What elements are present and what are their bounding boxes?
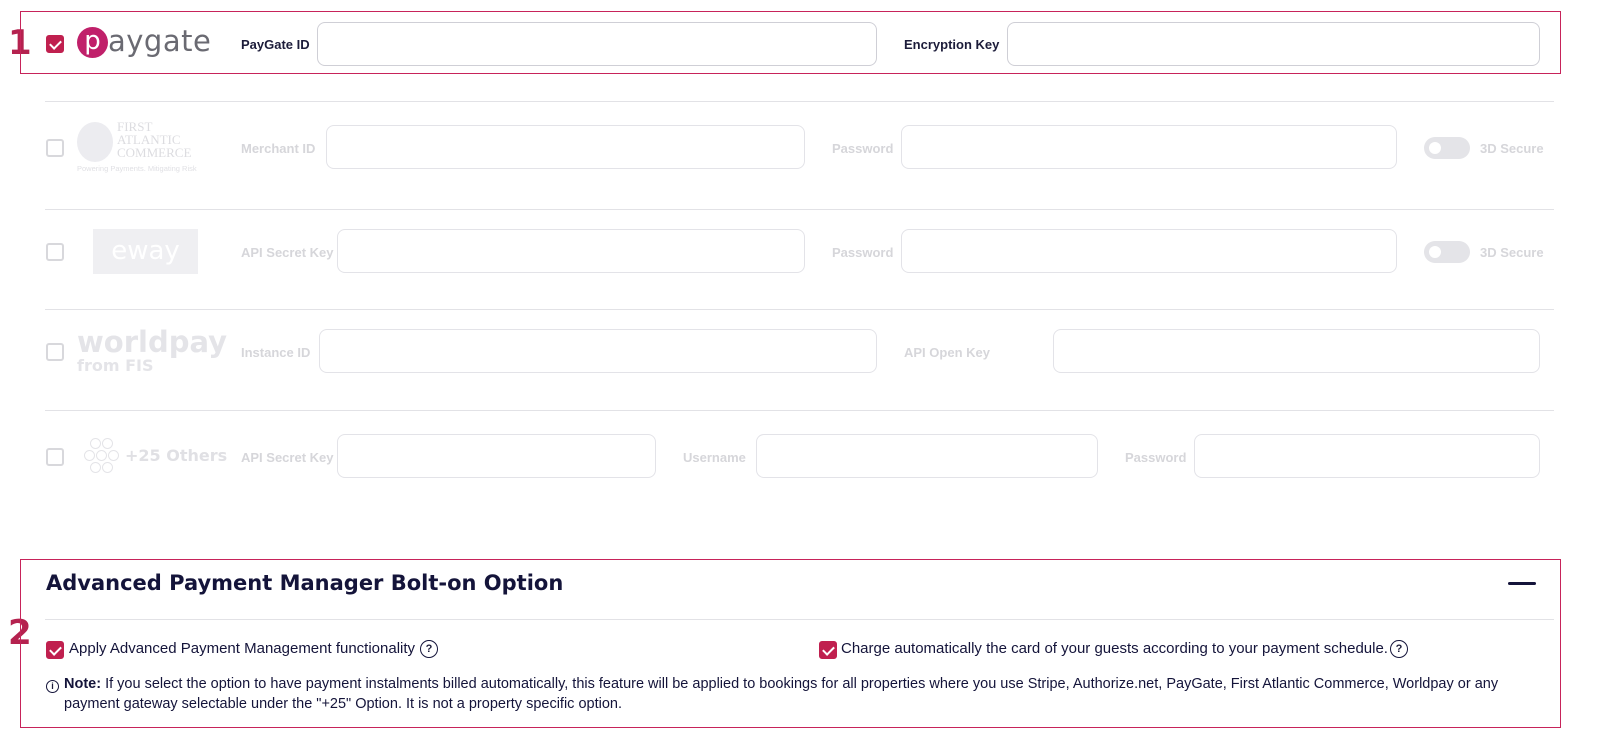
fac-logo-line2: ATLANTIC [117,132,181,147]
others-password-label: Password [1125,450,1187,465]
callout-number-2: 2 [8,613,32,653]
worldpay-logo-line1: worldpay [77,325,228,359]
eway-api-secret-key-label: API Secret Key [241,245,334,260]
divider [45,410,1554,411]
divider [45,101,1554,102]
others-api-secret-key-label: API Secret Key [241,450,334,465]
eway-checkbox[interactable] [46,243,64,261]
globe-icon [77,122,113,162]
eway-logo: eway [93,229,198,274]
encryption-key-label: Encryption Key [904,37,1000,52]
fac-password-input[interactable] [901,125,1397,169]
others-api-secret-key-input[interactable] [337,434,656,478]
eway-password-label: Password [832,245,894,260]
paygate-logo-mark: p [77,27,108,58]
note-label: Note: [64,676,102,692]
others-logo-text: +25 Others [125,446,228,465]
collapse-minus-icon[interactable] [1508,582,1536,585]
advanced-note [64,674,1554,714]
paygate-checkbox[interactable] [46,35,64,53]
fac-logo [77,120,217,174]
divider [45,619,1554,620]
divider [45,309,1554,310]
api-open-key-input[interactable] [1053,329,1540,373]
others-checkbox[interactable] [46,448,64,466]
merchant-id-input[interactable] [326,125,805,169]
auto-charge-label: Charge automatically the card of your guests according to your payment schedule. [841,640,1388,657]
fac-3d-secure-label: 3D Secure [1480,141,1544,156]
eway-api-secret-key-input[interactable] [337,229,805,273]
worldpay-logo-line2: from FIS [77,356,154,375]
paygate-logo [77,24,217,62]
others-username-label: Username [683,450,746,465]
worldpay-checkbox[interactable] [46,343,64,361]
auto-charge-help-icon[interactable]: ? [1390,640,1408,658]
fac-logo-line3: COMMERCE [117,145,192,160]
advanced-section-title: Advanced Payment Manager Bolt-on Option [46,571,564,595]
others-password-input[interactable] [1194,434,1540,478]
callout-number-1: 1 [8,23,32,63]
eway-3d-secure-toggle[interactable] [1424,241,1470,263]
worldpay-logo [77,327,227,377]
paygate-id-input[interactable] [317,22,877,66]
fac-3d-secure-toggle[interactable] [1424,137,1470,159]
apply-apm-help-icon[interactable]: ? [420,640,438,658]
apply-apm-label: Apply Advanced Payment Management functionality [69,640,416,657]
note-text: If you select the option to have payment instalments billed automatically, this feature will be applied to bookings for all properties where you use Stripe, Authorize.net, PayGate, First Atlantic Commerce, Worldpay or any payment gateway selectable under the "+25" Option. It is not a property specific option. [64,676,1499,712]
info-icon: i [46,680,59,693]
instance-id-input[interactable] [319,329,877,373]
encryption-key-input[interactable] [1007,22,1540,66]
others-username-input[interactable] [756,434,1098,478]
divider [45,209,1554,210]
paygate-id-label: PayGate ID [241,37,310,52]
eway-password-input[interactable] [901,229,1397,273]
apply-apm-checkbox[interactable] [46,641,64,659]
others-logo-icon [82,438,118,474]
fac-logo-tagline: Powering Payments. Mitigating Risk [77,164,197,173]
fac-checkbox[interactable] [46,139,64,157]
instance-id-label: Instance ID [241,345,311,360]
api-open-key-label: API Open Key [904,345,990,360]
fac-password-label: Password [832,141,894,156]
eway-3d-secure-label: 3D Secure [1480,245,1544,260]
auto-charge-checkbox[interactable] [819,641,837,659]
merchant-id-label: Merchant ID [241,141,316,156]
fac-logo-line1: FIRST [117,119,153,134]
paygate-logo-text: aygate [108,24,212,58]
